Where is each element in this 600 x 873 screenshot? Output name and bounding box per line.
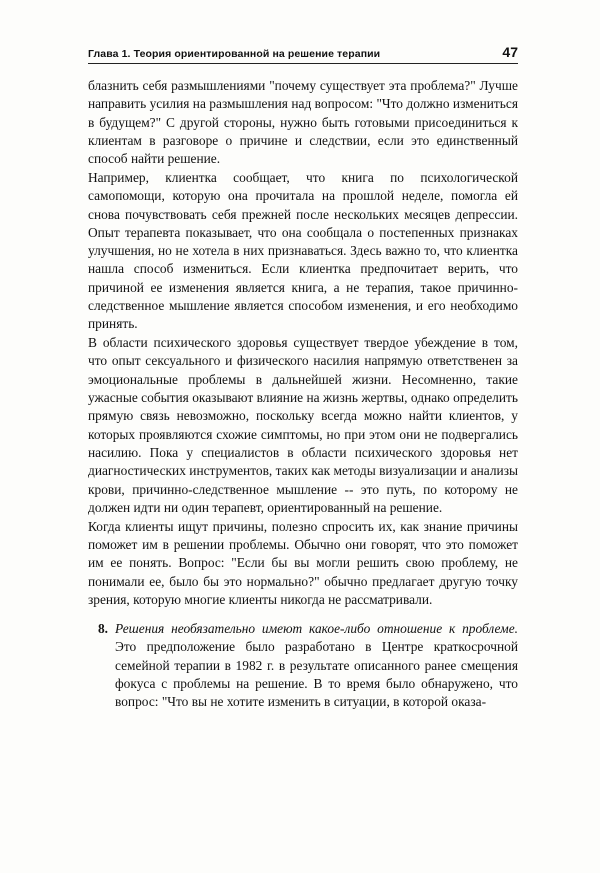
paragraph: Когда клиенты ищут причины, полезно спросить их, как знание причины поможет им в решении проблемы. Обычно они говорят, что это поможет им ее понять. Вопрос: "Если бы вы могли решить свою проблему, не понимали ее, было бы это нормально?" обычно предлагает другую точку зрения, которую многие клиенты никогда не рассматривали. — [88, 518, 518, 607]
running-title: Глава 1. Теория ориентированной на решение терапии — [88, 48, 381, 60]
numbered-list-item — [88, 620, 518, 711]
paragraph: блазнить себя размышлениями "почему существует эта проблема?" Лучше направить усилия на размышления над вопросом: "Что должно измениться в будущем?" С другой стороны, нужно быть готовыми присоединиться к клиентам в разговоре о причине и следствии, если это единственный способ найти решение. — [88, 78, 518, 167]
header-divider — [88, 63, 518, 64]
page-number: 47 — [502, 44, 518, 60]
list-item-lead: Решения необязательно имеют какое-либо отношение к проблеме. — [115, 621, 518, 637]
body-text — [88, 77, 518, 712]
page-header — [88, 44, 518, 60]
list-item-rest: Это предположение было разработано в Центре краткосрочной семейной терапии в 1982 г. в результате описанного ранее смещения фокуса с проблемы на решение. В то время было обнаружено, что вопрос: "Что вы не хотите изменить в ситуации, в которой оказа- — [115, 639, 518, 710]
list-item-body — [115, 620, 518, 711]
paragraph: Например, клиентка сообщает, что книга по психологической самопомощи, которую она прочитала на прошлой неделе, помогла ей снова почувствовать себя прежней после нескольких месяцев депрессии. Опыт терапевта показывает, что она сообщала о постепенных признаках улучшения, но не хотела в них признаваться. Здесь важно то, что клиентка нашла способ измениться. Если клиентка предпочитает верить, что причиной ее изменения является книга, а не терапия, такое причинно-следственное мышление является способом изменения, и его необходимо принять. — [88, 169, 518, 332]
list-item-number: 8. — [97, 621, 108, 637]
page-content — [88, 44, 518, 712]
paragraph: В области психического здоровья существует твердое убеждение в том, что опыт сексуального и физического насилия напрямую ответственен за эмоциональные проблемы в дальнейшей жизни. Несомненно, такие ужасные события оказывают влияние на жизнь жертвы, однако определить прямую связь невозможно, поскольку всегда можно найти клиентов, у которых проявляются схожие симптомы, но при этом они не подвергались насилию. Пока у специалистов в области психического здоровья нет диагностических инструментов, таких как методы визуализации и анализы крови, причинно-следственное мышление -- это путь, по которому не должен идти ни один терапевт, ориентированный на решение. — [88, 335, 518, 515]
